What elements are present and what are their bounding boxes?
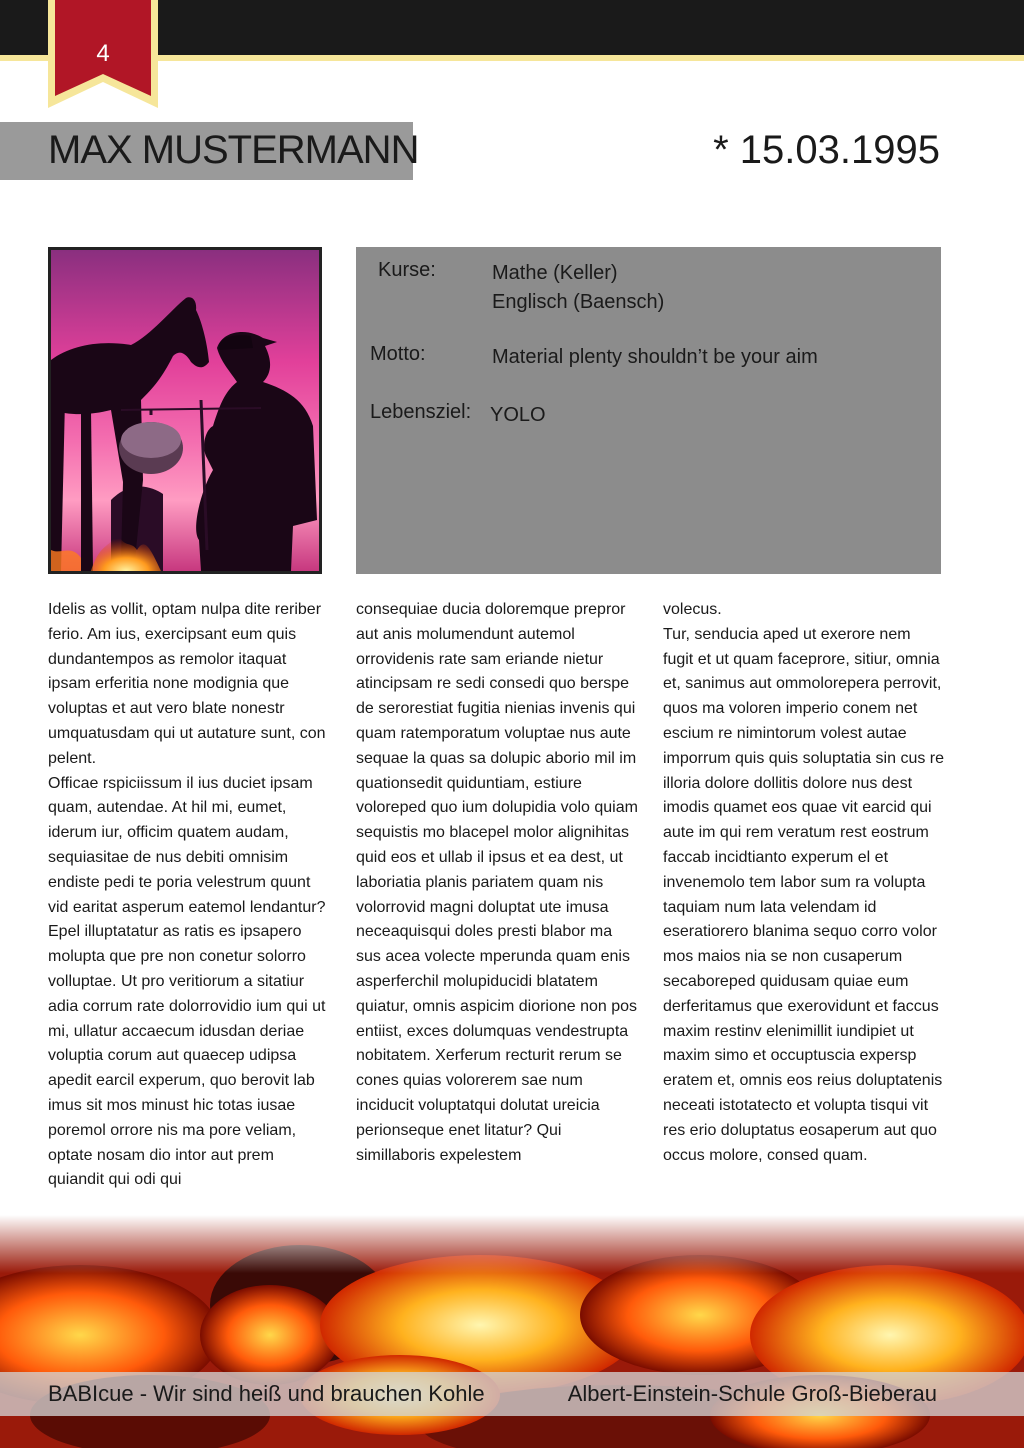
motto-value: Material plenty shouldn’t be your aim [492, 346, 818, 368]
profile-info-box [356, 247, 941, 574]
cowboy-horse-sunset-image [51, 250, 319, 571]
student-photo [48, 247, 322, 574]
footer-slogan: BABIcue - Wir sind heiß und brauchen Kohle [48, 1381, 485, 1406]
page-number-ribbon [48, 0, 158, 108]
body-paragraph: Officae rspiciissum il ius duciet ipsam quam, autendae. At hil mi, eumet, iderum iur, officim quatem audam, sequiasitae de nus debiti omnisim endiste pedi te poria velestrum quunt vid earitat asperum eatemol lendantur? Epel illuptatatur as ratis es ipsapero molupta que pre non conetur solorro volluptae. Ut pro veritiorum a sitatiur adia corrum rate dolorrovidio ium qui ut mi, ullatur accaecum idusdan deriae voluptia corum aut quaecep udipsa apedit earcil experum, quo berovit lab imus sit mos minust hic totas iusae poremol orrore nis ma pore veliam, optate nosam dio intor aut prem quiandit qui odi qui [48, 774, 326, 1189]
body-paragraph: volecus. [663, 601, 722, 618]
page-number: 4 [96, 40, 110, 67]
lebensziel-value: YOLO [490, 404, 546, 426]
student-name: MAX MUSTERMANN [48, 128, 419, 172]
kurse-values [492, 259, 664, 317]
kurse-value-item: Englisch (Baensch) [492, 291, 665, 313]
body-column-3 [663, 598, 945, 1168]
body-column-1 [48, 598, 330, 1193]
motto-row [370, 343, 818, 372]
lebensziel-row [370, 401, 546, 430]
lebensziel-label: Lebensziel: [370, 401, 472, 423]
motto-label: Motto: [370, 343, 426, 365]
kurse-value-item: Mathe (Keller) [492, 262, 618, 284]
body-paragraph: Idelis as vollit, optam nulpa dite reriber ferio. Am ius, exercipsant eum quis dundantempos as remolor itaquat ipsam erferitia none modignia que voluptas et aut vero blate nonestr umquatusdam qui ut autature sunt, con pelent. [48, 601, 326, 767]
body-paragraph: Tur, senducia aped ut exerore nem fugit et ut quam faceprore, sitiur, omnia et, sanimus aut ommolorepera perrovit, quos ma voloren imperio conem net escium re nimintorum volest autae imporrum quis quis soluptatia sin cus re illoria dolore dollitis dolore nus dest imodis quamet eos quae vit earcid qui aute im qui rem veratum rest eostrum faccab incidtianto experum el et invenemolo tem labor sum ra volupta taquiam num lata velendam id eseratiorero blanima sequo corro volor mos maios nia se non cusaperum secaboreped quidusam quiae eum derferitamus que exerovidunt et faccus maxim restinv elenimillit iundipiet ut maxim simo et occuptuscia expersp eratem et, omnis eos reius doluptatenis neceati istotatecto et volupta tisqui vit res erio doluptatus eosaperum aut quo occus molore, consed quam. [663, 625, 945, 1164]
kurse-row [370, 259, 664, 317]
birth-date: * 15.03.1995 [713, 128, 940, 172]
body-column-2 [356, 598, 638, 1168]
footer-school-name: Albert-Einstein-Schule Groß-Bieberau [567, 1381, 937, 1406]
body-paragraph: consequiae ducia doloremque prepror aut anis molumendunt autemol orrovidenis rate sam eriande nietur atincipsam re sedi consedi quo berspe de serorestiat fugitia nienias invenis qui quam ratemporatum voluptae nus aute sequae la quas sa dolupic aborio mil im quationsedit quiduntiam, estiure voloreped quo ium dolupidia volo quiam sequistis mo blacepel molor alignihitas quid eos et ullab il ipsus et ea dest, ut laboriatia planis pariatem quam nis volorrovid magni doluptat ute imusa neceaquisqui doles presti blabor ma sus acea volecte mperunda quam enis asperferchil molupiducidi blatatem quiatur, omnis aspicim diorione non pos entiist, exces dolumquas vendestrupta nobitatem. Xerferum recturit rerum se cones quias volorerem sae num inciducit voluptatqui dolutat ureicia perionseque enet litatur? Qui simillaboris expelestem [356, 601, 638, 1164]
kurse-label: Kurse: [378, 259, 436, 281]
